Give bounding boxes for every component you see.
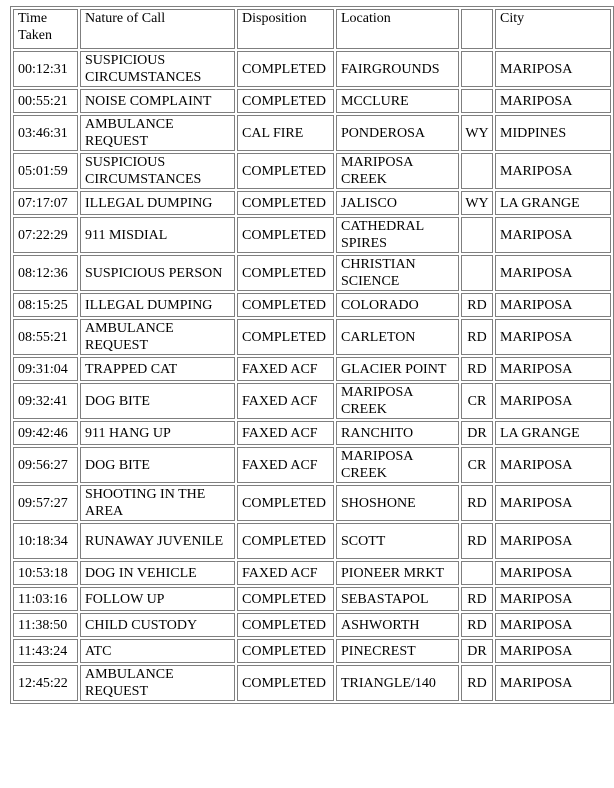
cell-unit: RD [461,357,493,381]
cell-disposition: FAXED ACF [237,447,334,483]
header-nature-of-call: Nature of Call [80,9,235,49]
cell-nature-of-call: 911 HANG UP [80,421,235,445]
table-row [13,89,611,113]
cell-time-taken: 11:43:24 [13,639,78,663]
cell-disposition: COMPLETED [237,613,334,637]
cell-disposition: COMPLETED [237,217,334,253]
cell-disposition: FAXED ACF [237,383,334,419]
cell-unit [461,153,493,189]
cell-location: COLORADO [336,293,459,317]
cell-city: MARIPOSA [495,639,611,663]
cell-city: MARIPOSA [495,89,611,113]
call-log-table [10,6,614,704]
cell-nature-of-call: FOLLOW UP [80,587,235,611]
cell-disposition: COMPLETED [237,191,334,215]
cell-location: MCCLURE [336,89,459,113]
cell-city: MARIPOSA [495,561,611,585]
table-row [13,613,611,637]
cell-unit [461,89,493,113]
cell-location: MARIPOSA CREEK [336,153,459,189]
cell-nature-of-call: SUSPICIOUS CIRCUMSTANCES [80,153,235,189]
cell-nature-of-call: SUSPICIOUS CIRCUMSTANCES [80,51,235,87]
cell-city: MARIPOSA [495,383,611,419]
cell-location: RANCHITO [336,421,459,445]
cell-disposition: CAL FIRE [237,115,334,151]
cell-unit: DR [461,639,493,663]
cell-city: LA GRANGE [495,421,611,445]
cell-disposition: COMPLETED [237,523,334,559]
table-row [13,217,611,253]
table-body [13,51,611,701]
table-row [13,293,611,317]
cell-city: MARIPOSA [495,51,611,87]
cell-time-taken: 08:12:36 [13,255,78,291]
table-row [13,639,611,663]
header-location: Location [336,9,459,49]
cell-time-taken: 00:12:31 [13,51,78,87]
cell-location: TRIANGLE/140 [336,665,459,701]
cell-unit [461,561,493,585]
cell-disposition: COMPLETED [237,153,334,189]
cell-location: CARLETON [336,319,459,355]
cell-nature-of-call: NOISE COMPLAINT [80,89,235,113]
cell-location: MARIPOSA CREEK [336,383,459,419]
cell-time-taken: 08:15:25 [13,293,78,317]
cell-location: SCOTT [336,523,459,559]
cell-nature-of-call: SHOOTING IN THE AREA [80,485,235,521]
cell-unit: RD [461,587,493,611]
header-city: City [495,9,611,49]
table-row [13,447,611,483]
header-row [13,9,611,49]
cell-city: MARIPOSA [495,587,611,611]
cell-disposition: COMPLETED [237,255,334,291]
header-unit [461,9,493,49]
table-row [13,191,611,215]
cell-time-taken: 09:56:27 [13,447,78,483]
cell-disposition: FAXED ACF [237,357,334,381]
cell-time-taken: 08:55:21 [13,319,78,355]
cell-time-taken: 09:57:27 [13,485,78,521]
cell-unit: CR [461,447,493,483]
cell-unit [461,255,493,291]
cell-city: MARIPOSA [495,447,611,483]
header-disposition: Disposition [237,9,334,49]
table-row [13,51,611,87]
cell-location: FAIRGROUNDS [336,51,459,87]
cell-city: MIDPINES [495,115,611,151]
cell-unit: DR [461,421,493,445]
cell-disposition: FAXED ACF [237,561,334,585]
cell-time-taken: 12:45:22 [13,665,78,701]
cell-time-taken: 03:46:31 [13,115,78,151]
table-row [13,587,611,611]
cell-time-taken: 09:32:41 [13,383,78,419]
cell-unit: RD [461,485,493,521]
cell-nature-of-call: ILLEGAL DUMPING [80,293,235,317]
cell-city: MARIPOSA [495,293,611,317]
cell-city: MARIPOSA [495,319,611,355]
cell-location: SHOSHONE [336,485,459,521]
table-row [13,523,611,559]
cell-time-taken: 10:18:34 [13,523,78,559]
cell-disposition: COMPLETED [237,51,334,87]
cell-nature-of-call: SUSPICIOUS PERSON [80,255,235,291]
table-row [13,383,611,419]
cell-city: LA GRANGE [495,191,611,215]
cell-unit: RD [461,293,493,317]
cell-time-taken: 07:22:29 [13,217,78,253]
cell-location: JALISCO [336,191,459,215]
cell-disposition: COMPLETED [237,293,334,317]
cell-unit: RD [461,319,493,355]
table-row [13,561,611,585]
cell-disposition: COMPLETED [237,639,334,663]
cell-disposition: COMPLETED [237,89,334,113]
table-row [13,115,611,151]
cell-city: MARIPOSA [495,255,611,291]
cell-time-taken: 11:03:16 [13,587,78,611]
cell-disposition: COMPLETED [237,587,334,611]
cell-nature-of-call: RUNAWAY JUVENILE [80,523,235,559]
cell-unit: WY [461,191,493,215]
cell-unit: CR [461,383,493,419]
cell-location: CATHEDRAL SPIRES [336,217,459,253]
cell-city: MARIPOSA [495,523,611,559]
cell-time-taken: 10:53:18 [13,561,78,585]
cell-unit: RD [461,613,493,637]
cell-time-taken: 07:17:07 [13,191,78,215]
cell-nature-of-call: TRAPPED CAT [80,357,235,381]
cell-location: CHRISTIAN SCIENCE [336,255,459,291]
header-time-taken: Time Taken [13,9,78,49]
cell-location: PIONEER MRKT [336,561,459,585]
cell-location: PINECREST [336,639,459,663]
table-row [13,255,611,291]
cell-disposition: COMPLETED [237,665,334,701]
cell-city: MARIPOSA [495,485,611,521]
cell-nature-of-call: CHILD CUSTODY [80,613,235,637]
cell-nature-of-call: DOG BITE [80,383,235,419]
cell-city: MARIPOSA [495,613,611,637]
cell-city: MARIPOSA [495,357,611,381]
cell-unit [461,217,493,253]
cell-city: MARIPOSA [495,153,611,189]
cell-unit: RD [461,523,493,559]
cell-location: MARIPOSA CREEK [336,447,459,483]
cell-location: PONDEROSA [336,115,459,151]
cell-location: SEBASTAPOL [336,587,459,611]
cell-city: MARIPOSA [495,665,611,701]
table-row [13,421,611,445]
cell-time-taken: 09:31:04 [13,357,78,381]
cell-time-taken: 09:42:46 [13,421,78,445]
table-row [13,153,611,189]
cell-nature-of-call: AMBULANCE REQUEST [80,115,235,151]
table-row [13,319,611,355]
cell-time-taken: 05:01:59 [13,153,78,189]
cell-disposition: FAXED ACF [237,421,334,445]
cell-disposition: COMPLETED [237,485,334,521]
cell-nature-of-call: ATC [80,639,235,663]
cell-unit: WY [461,115,493,151]
cell-time-taken: 11:38:50 [13,613,78,637]
cell-time-taken: 00:55:21 [13,89,78,113]
table-row [13,665,611,701]
cell-nature-of-call: ILLEGAL DUMPING [80,191,235,215]
cell-nature-of-call: DOG IN VEHICLE [80,561,235,585]
cell-nature-of-call: DOG BITE [80,447,235,483]
table-row [13,357,611,381]
cell-unit: RD [461,665,493,701]
cell-disposition: COMPLETED [237,319,334,355]
cell-nature-of-call: AMBULANCE REQUEST [80,319,235,355]
cell-nature-of-call: AMBULANCE REQUEST [80,665,235,701]
cell-unit [461,51,493,87]
cell-location: GLACIER POINT [336,357,459,381]
table-row [13,485,611,521]
cell-location: ASHWORTH [336,613,459,637]
cell-nature-of-call: 911 MISDIAL [80,217,235,253]
cell-city: MARIPOSA [495,217,611,253]
